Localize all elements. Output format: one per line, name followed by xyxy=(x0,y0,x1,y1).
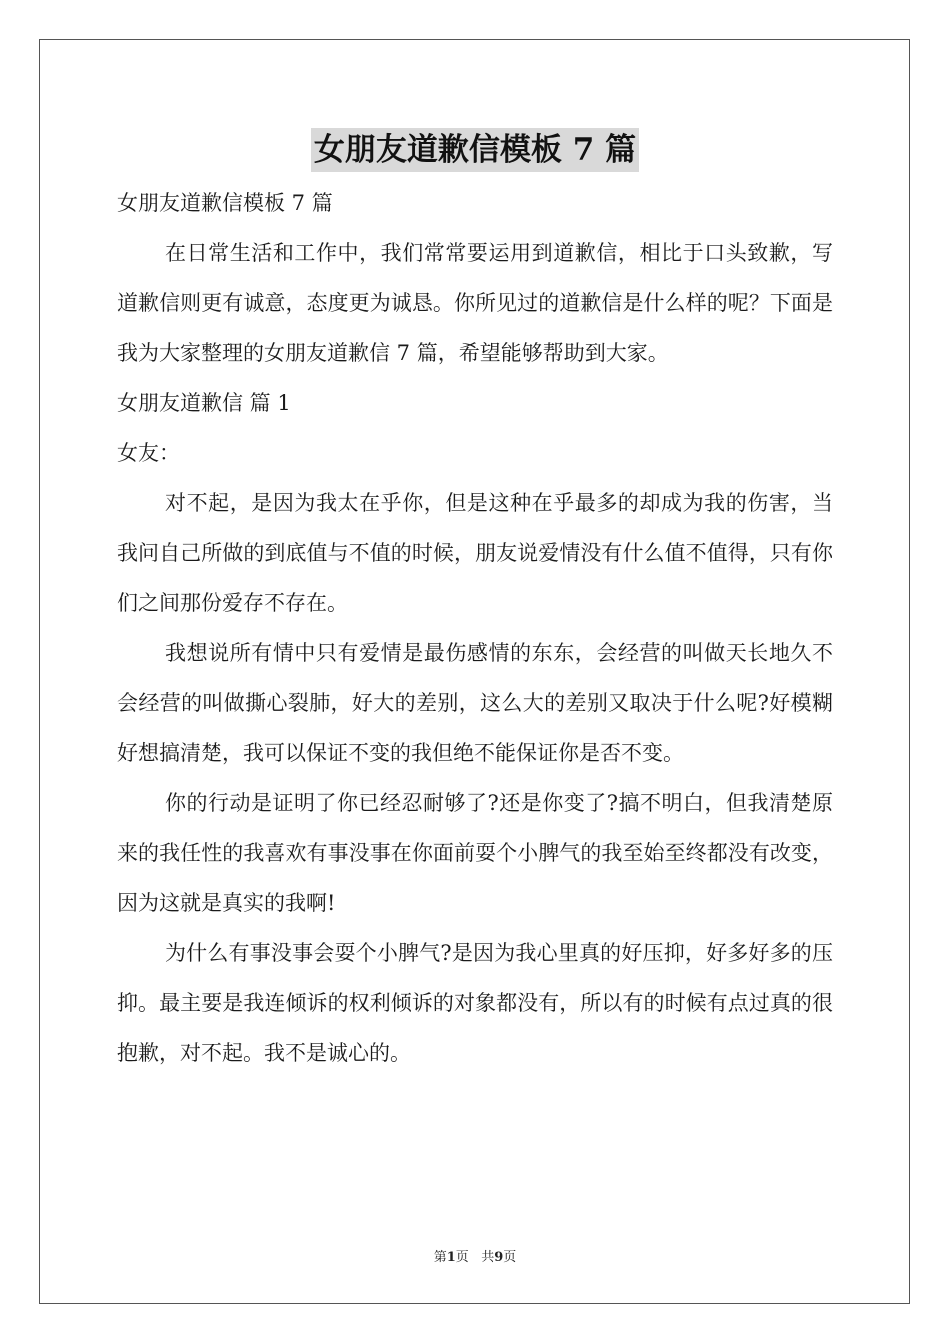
document-body xyxy=(117,178,833,1078)
page-prefix: 第 xyxy=(433,1250,447,1265)
title-wrap xyxy=(0,128,950,172)
page-total: 9 xyxy=(494,1250,504,1265)
total-suffix: 页 xyxy=(503,1250,517,1265)
body-paragraph: 为什么有事没事会耍个小脾气?是因为我心里真的好压抑，好多好多的压抑。最主要是我连倾诉的权利倾诉的对象都没有，所以有的时候有点过真的很抱歉，对不起。我不是诚心的。 xyxy=(117,941,833,1065)
subtitle-line: 女朋友道歉信模板 7 篇 xyxy=(117,191,333,215)
intro-paragraph: 在日常生活和工作中，我们常常要运用到道歉信，相比于口头致歉，写道歉信则更有诚意，态度更为诚恳。你所见过的道歉信是什么样的呢？下面是我为大家整理的女朋友道歉信 7 篇，希望能够帮助到大家。 xyxy=(117,241,833,365)
document-title: 女朋友道歉信模板 7 篇 xyxy=(311,128,639,172)
page-footer xyxy=(0,1246,950,1265)
body-paragraph: 对不起，是因为我太在乎你，但是这种在乎最多的却成为我的伤害，当我问自己所做的到底值与不值的时候，朋友说爱情没有什么值不值得，只有你们之间那份爱存不存在。 xyxy=(117,491,833,615)
page-suffix: 页 xyxy=(455,1250,469,1265)
total-prefix: 共 xyxy=(481,1250,495,1265)
body-paragraph: 我想说所有情中只有爱情是最伤感情的东东，会经营的叫做天长地久不会经营的叫做撕心裂肺，好大的差别，这么大的差别又取决于什么呢?好模糊好想搞清楚，我可以保证不变的我但绝不能保证你是否不变。 xyxy=(117,641,833,765)
page-current: 1 xyxy=(446,1250,456,1265)
section-heading: 女朋友道歉信 篇 1 xyxy=(117,391,291,415)
body-paragraph: 你的行动是证明了你已经忍耐够了?还是你变了?搞不明白，但我清楚原来的我任性的我喜欢有事没事在你面前耍个小脾气的我至始至终都没有改变，因为这就是真实的我啊! xyxy=(117,791,833,915)
salutation: 女友： xyxy=(117,441,180,465)
